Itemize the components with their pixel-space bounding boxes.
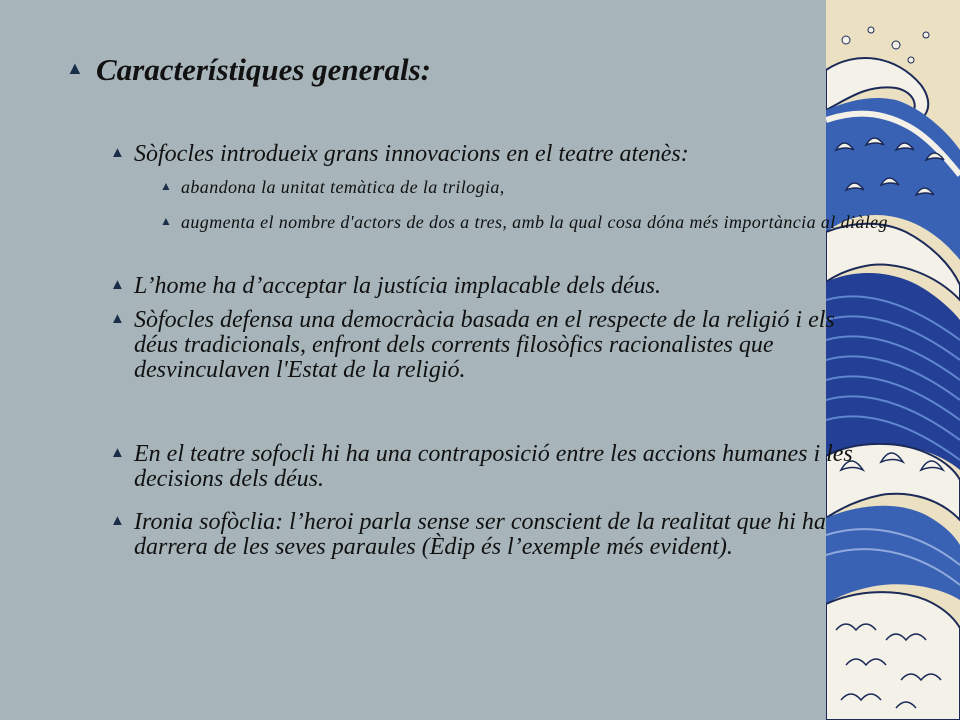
bullet-triangle-icon: ▲ — [160, 179, 172, 193]
slide-title: Característiques generals: — [96, 52, 431, 87]
bullet-triangle-icon: ▲ — [110, 445, 125, 461]
bullet-triangle-icon: ▲ — [110, 277, 125, 293]
bullet-triangle-icon: ▲ — [66, 58, 84, 78]
bullet-item: L’home ha d’acceptar la justícia implacable dels déus. — [134, 273, 662, 299]
bullet-triangle-icon: ▲ — [160, 214, 172, 228]
sub-bullet-item: abandona la unitat temàtica de la trilogia, — [181, 177, 505, 197]
bullet-triangle-icon: ▲ — [110, 513, 125, 529]
bullet-triangle-icon: ▲ — [110, 311, 125, 327]
sub-bullet-item: augmenta el nombre d'actors de dos a tres, amb la qual cosa dóna més importància al diàleg — [181, 212, 888, 232]
bullet-item: En el teatre sofocli hi ha una contraposició entre les accions humanes i les decisions dels déus. — [134, 441, 853, 492]
bullet-triangle-icon: ▲ — [110, 145, 125, 161]
bullet-item: Sòfocles defensa una democràcia basada en el respecte de la religió i els déus tradicionals, enfront dels corrents filosòfics racionalistes que desvinculaven l'Estat de la religió. — [134, 307, 835, 383]
bullet-item: Sòfocles introdueix grans innovacions en el teatre atenès: — [134, 141, 689, 167]
bullet-item: Ironia sofòclia: l’heroi parla sense ser conscient de la realitat que hi ha darrera de les seves paraules (Èdip és l’exemple més evident). — [134, 509, 826, 560]
